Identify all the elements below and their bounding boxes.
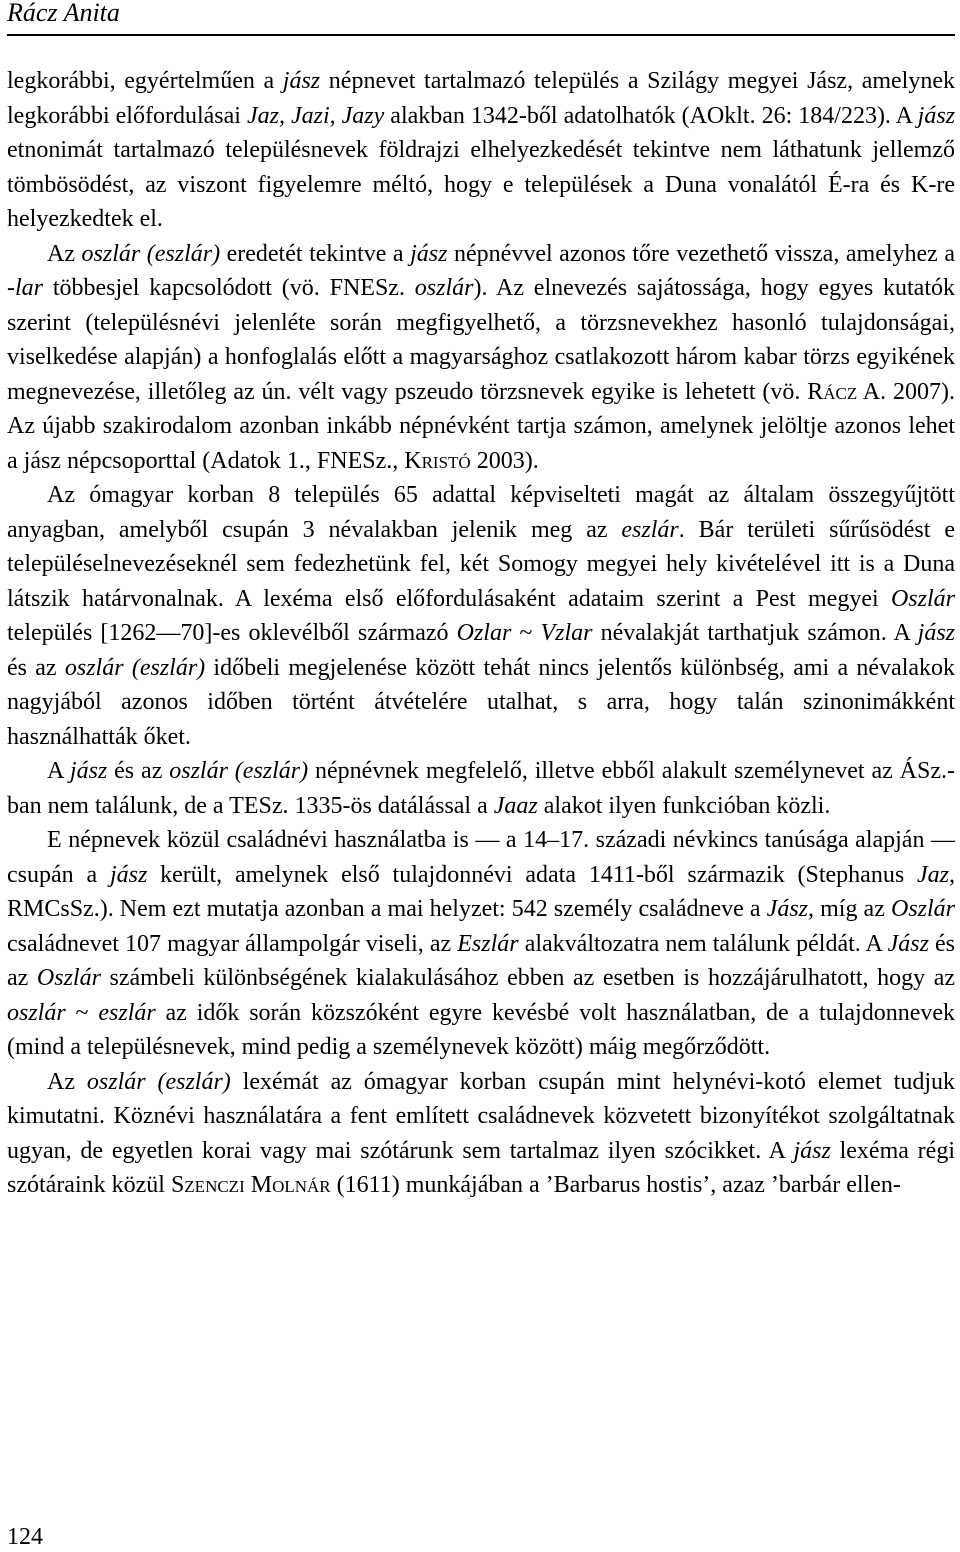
text-run: település [1262—70]-es oklevélből származó <box>7 620 457 646</box>
text-run: lexémát az ómagyar korban csupán mint helynévi-kotó elemet tudjuk kimutatni. Köznévi használatára a fent említett családnevek közvetett bizonyítékot szolgáltatnak ugyan, de egyetlen korai vagy mai szótárunk sem tartalmaz ilyen szócikket. A <box>7 1068 956 1164</box>
italic-term: oszlár <box>414 275 474 301</box>
text-run: népnevet tartalmazó település a Szilágy megyei Jász, amelynek legkorábbi előfordulásai <box>7 68 955 129</box>
italic-term: Oszlár <box>890 896 956 922</box>
italic-term: eszlár <box>98 999 156 1026</box>
text-run: alakváltozatra nem találunk példát. A <box>518 930 888 957</box>
italic-term: jász <box>109 861 148 888</box>
header-author: Rácz Anita <box>7 0 120 27</box>
italic-term: jász <box>410 240 448 267</box>
italic-term: oszlár (eszlár) <box>64 654 206 681</box>
text-run: népnévvel azonos tőre vezethető vissza, amelyhez a <box>447 240 956 267</box>
italic-term: oszlár (eszlár) <box>86 1068 231 1095</box>
paragraph <box>7 478 955 754</box>
text-run: többesjel kapcsolódott (vö. FNESz. <box>43 275 415 301</box>
text-run: RMCsSz.). Nem ezt mutatja azonban a mai helyzet: 542 személy családneve a <box>7 896 767 922</box>
text-run: került, amelynek első tulajdonnévi adata 1411-ből származik (Stephanus <box>147 861 917 888</box>
text-run: és az <box>7 930 956 991</box>
text-run: az idők során közszóként egyre kevésbé volt használatban, de a tulajdonnevek (mind a településnevek, mind pedig a személynevek között) máig megőrződött. <box>7 999 955 1060</box>
italic-term: Oszlár <box>890 585 955 612</box>
text-run: és az <box>7 654 65 681</box>
text-run: ). Az elnevezés sajátossága, hogy egyes kutatók szerint (településnévi jelenléte során megfigyelhető, a törzsnevekhez hasonló tulajdonságai, viselkedése alapján) a honfoglalás előtt a magyarsághoz csatlakozott három kabar törzs egyikének megnevezése, illetőleg az ún. vélt vagy pszeudo törzsnevek egyike is lehetett (vö. <box>7 275 955 405</box>
italic-term: Jász, <box>766 896 815 922</box>
text-run: (1611) munkájában a ’Barbarus hostis’, azaz ’barbár ellen- <box>330 1172 901 1198</box>
italic-term: Eszlár <box>457 930 519 957</box>
author-name: Rácz <box>807 378 858 405</box>
italic-term: Jász <box>887 930 929 957</box>
text-run: Az <box>47 240 82 267</box>
italic-term: Jaz, <box>917 861 955 888</box>
italic-term: oszlár (eszlár) <box>169 758 309 784</box>
italic-term: Jaz, Jazi, Jazy <box>246 102 385 129</box>
text-run: 2003). <box>470 447 539 474</box>
text-run: A <box>47 758 70 784</box>
text-run: időbeli megjelenése között tehát nincs jelentős különbség, ami a névalakok nagyjából azonos időben történt átvételére utalhat, s arra, hogy talán szinonimákként használhatták őket. <box>7 654 956 750</box>
text-run: A. 2007). Az újabb szakirodalom azonban inkább népnévként tartja számon, amelynek jelöltje azonos lehet a jász népcsoporttal (Adatok 1., FNESz., <box>7 378 956 474</box>
italic-term: Jaaz <box>493 792 538 819</box>
text-run: ~ <box>65 999 99 1026</box>
text-run: etnonimát tartalmazó településnevek földrajzi elhelyezkedését tekintve nem láthatunk jellemző tömbösödést, az viszont figyelemre méltó, hogy e települések a Duna vonalától É-ra és K-re helyezkedtek el. <box>7 137 955 232</box>
paragraph <box>7 237 955 479</box>
author-name: Szenczi Molnár <box>170 1172 331 1198</box>
italic-term: jász <box>917 620 956 646</box>
text-run: eredetét tekintve a <box>220 240 411 267</box>
text-run: Az ómagyar korban 8 település 65 adattal képviselteti magát az általam összegyűjtött anyagban, amelyből csupán 3 névalakban jelenik meg az <box>7 482 955 543</box>
text-run: míg az <box>814 896 891 922</box>
text-run: alakban 1342-ből adatolhatók (AOklt. 26: 184/223). A <box>384 102 918 129</box>
italic-term: Vzlar <box>540 620 593 646</box>
italic-term: oszlár (eszlár) <box>81 240 221 267</box>
text-run: E népnevek közül családnévi használatba is — a 14–17. századi névkincs tanúsága alapján — csupán a <box>7 827 955 888</box>
italic-term: -lar <box>7 275 43 301</box>
paragraph <box>7 1065 955 1203</box>
paragraph <box>7 64 955 237</box>
text-run: népnévnek megfelelő, illetve ebből alakult személynevet az ÁSz.-ban nem találunk, de a TESz. 1335-ös datálással a <box>7 758 956 819</box>
paragraph <box>7 754 955 823</box>
paragraph <box>7 823 955 1065</box>
italic-term: eszlár <box>621 516 679 543</box>
text-run: névalakját tarthatjuk számon. A <box>592 620 918 646</box>
running-header <box>7 0 955 36</box>
text-run: ~ <box>511 620 541 646</box>
text-run: számbeli különbségének kialakulásához ebben az esetben is hozzájárulhatott, hogy az <box>100 965 955 991</box>
italic-term: oszlár <box>7 999 66 1026</box>
italic-term: jász <box>793 1137 831 1164</box>
italic-term: jász <box>69 758 108 784</box>
text-run: családnevet 107 magyar állampolgár viseli, az <box>7 930 458 957</box>
text-run: . Bár területi sűrűsödést e településelnevezéseknél sem fedezhetünk fel, két Somogy megyei hely kivételével itt is a Duna látszik határvonalnak. A lexéma első előfordulásaként adataim szerint a Pest megyei <box>7 516 955 612</box>
text-run: lexéma régi szótáraink közül <box>7 1137 955 1198</box>
text-run: Az <box>47 1068 87 1095</box>
italic-term: jász <box>917 102 956 129</box>
text-run: legkorábbi, egyértelműen a <box>7 68 283 94</box>
body-text <box>7 64 955 1203</box>
page-number: 124 <box>7 1524 43 1550</box>
italic-term: jász <box>282 68 321 94</box>
author-name: Kristó <box>404 447 471 474</box>
text-run: alakot ilyen funkcióban közli. <box>537 792 831 819</box>
italic-term: Ozlar <box>456 620 512 646</box>
text-run: és az <box>107 758 170 784</box>
italic-term: Oszlár <box>36 965 101 991</box>
